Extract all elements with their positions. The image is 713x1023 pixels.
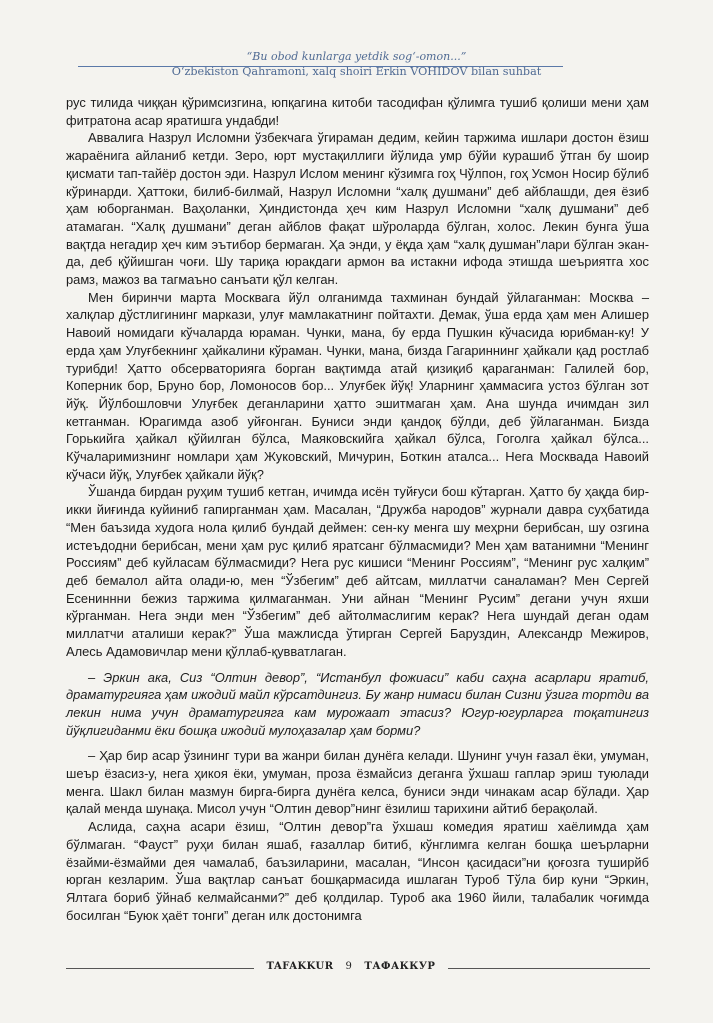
- footer-title-latin: TAFAKKUR: [266, 961, 334, 972]
- paragraph: Аввалига Назрул Исломни ўзбекчага ўгираман дедим, кейин таржима ишлари достон ёзиш жараёнига айланиб кетди. Зеро, юрт мустақиллиги йўлида умр бўйи курашиб ўтган бу шоир қисмати тап-тайёр достон эди. Назрул Ислом менинг кўзимга гоҳ Чўлпон, гоҳ Усмон Носир бўлиб кўринарди. Ҳаттоки, билиб-билмай, Назрул Исломни “халқ душмани” деб айблашди, дея ёзиб ҳам юборганман. Ваҳоланки, Ҳиндистонда ҳеч ким Назрул Исломни “халқ душмани” деб атамаган. “Халқ душмани” деган айблов фақат шўроларда бўлган, холос. Лекин бунга ўша вақтда негадир ҳеч ким эътибор бермаган. Ҳа энди, у ёқда ҳам “халқ душман”лари бўлган экан-да, деб қўйишган чоғи. Шу тариқа юракдаги армон ва истакни ифода этишда шеъриятга хос рамз, мажоз ва тагмаъно санъати қўл келган.: [66, 130, 649, 288]
- header-quote: “Bu obod kunlarga yetdik sog‘-omon...”: [246, 50, 467, 63]
- article-body: [66, 94, 649, 924]
- footer-title-cyrillic: ТАФАККУР: [364, 961, 436, 972]
- page-number: 9: [345, 961, 353, 972]
- running-header: [0, 50, 713, 79]
- interview-question: – Эркин ака, Сиз “Олтин девор”, “Истанбул фожиаси” каби саҳна асарлари яратиб, драматургияга ҳам ижодий майл кўрсатдингиз. Бу жанр нимаси билан Сизни ўзига тортди ва лекин нима учун драматургияга кам мурожаат этасиз? Югур-югурларга тоқатингиз йўқлигиданми ёки бошқа ижодий мулоҳазалар ҳам борми?: [66, 669, 649, 738]
- paragraph: рус тилида чиққан қўримсизгина, юпқагина китоби тасодифан қўлимга тушиб қолиши мени ҳам фитратона асар яратишга ундабди!: [66, 95, 649, 128]
- answer-paragraph: Аслида, саҳна асари ёзиш, “Олтин девор”га ўхшаш комедия яратиш хаёлимда ҳам бўлмаган. “Фауст” руҳи билан яшаб, ғазаллар битиб, кўнглимга келган бошқа шеърларни ёзайми-ёзмайми дея чамалаб, баъзиларини, масалан, “Инсон қасидаси”ни қоғозга туширйб юрган кезларим. Ўша вақтлар санъат бошқармасида ишлаган Туроб Тўла бир куни “Эркин, Ялтага бориб ўйнаб келмайсанми?” деб қолдилар. Туроб ака 1960 йили, талабалик чоғимда босилган “Буюк ҳаёт тонги” деган илк достонимга: [66, 819, 649, 923]
- paragraph: Мен биринчи марта Москвага йўл олганимда тахминан бундай ўйлаганман: Москва – халқлар дўстлигининг маркази, улуғ мамлакатнинг пойтахти. Демак, ўша ерда ҳам мен Алишер Навоий номидаги кўчаларда юраман. Чунки, мана, бу ерда Пушкин кўчасида юрибман-ку! У ерда ҳам Улуғбекнинг ҳайкалини кўраман. Чунки, мана, бизда Гагариннинг ҳайкали қад ростлаб турибди! Ҳатто обсерваторияга борган вақтимда атай қизиқиб қараганман: Галилей бор, Коперник бор, Бруно бор, Ломоносов бор... Улуғбек йўқ! Уларнинг ҳаммасига устоз бўлган зот йўқ. Йўлбошловчи Улуғбек деганларини ҳатто эшитмаган ҳам. Ана шунда ичимдан зил кетганман. Юрагимда азоб уйғонган. Буниси энди қандоқ бўлди, деб ўйлаганман. Бизда Горькийга ҳайкал қўйилган бўлса, Маяковскийга ҳайкал бўлса, Гоголга ҳайкал бўлса... Кўчаларимизнинг номлари ҳам Жуковский, Мичурин, Боткин аталса... Нега Москвада Навоий кўчаси йўқ, Улуғбек ҳайкали йўқ?: [66, 289, 649, 482]
- header-subtitle: O‘zbekiston Qahramoni, xalq shoiri Erkin VOHIDOV bilan suhbat: [171, 65, 542, 78]
- footer-center: [258, 961, 444, 972]
- answer-paragraph: – Ҳар бир асар ўзининг тури ва жанри билан дунёга келади. Шунинг учун ғазал ёки, умуман, шеър ёзасиз-у, нега ҳикоя ёки, умуман, проза ёзмайсиз деганга ўхшаш гаплар эриш туюлади менга. Шакл билан мазмун бирга-бирга дунёга келса, буниси энди чинакам асар бўлади. Ҳар қалай менда шунақа. Мисол учун “Олтин девор”нинг ёзилиш тарихини айтиб берақолай.: [66, 748, 649, 817]
- footer-rule-right: [448, 968, 650, 969]
- footer-rule-left: [66, 968, 254, 969]
- page-footer: [0, 960, 713, 976]
- header-rule: [78, 66, 563, 67]
- paragraph: Ўшанда бирдан руҳим тушиб кетган, ичимда исён туйғуси бош кўтарган. Ҳатто бу ҳақда бир-икки йиғинда куйиниб гапирганман ҳам. Масалан, “Дружба народов” журнали давра суҳбатида “Мен баъзида худога нола қилиб бундай деймен: сен-ку менга шу меҳрни берибсан, шу озгина истеъдодни берибсан, мени ҳам рус қилиб яратсанг бўлмасмиди? Мен ҳам ватанимни “Менинг Россиям” деб куйласам бўлмасмиди? Нега рус кишиси “Менинг Россиям”, “Менинг рус халқим” деб бемалол айта олади-ю, мен “Ўзбегим” деб айтсам, миллатчи саналаман? Мен Сергей Есениннни бежиз таржима қилмаганман. Уни айнан “Менинг Русим” дегани учун яхши кўрганман. Нега энди мен “Ўзбегим” деб айтолмаслигим керак? Нега шундай деган одам миллатчи аталиши керак?” Ўша мажлисда ўтирган Сергей Баруздин, Александр Межиров, Алесь Адамовичлар мени қўллаб-қувватлаган.: [66, 484, 649, 659]
